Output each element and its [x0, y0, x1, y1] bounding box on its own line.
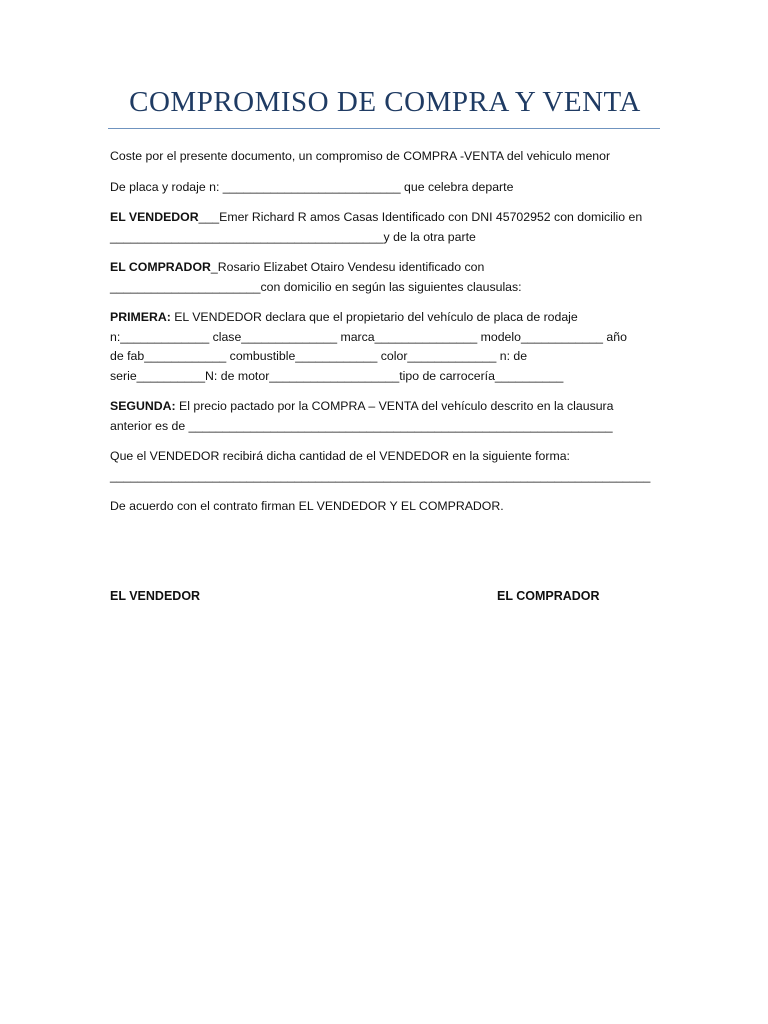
- segunda-text-1: El precio pactado por la COMPRA – VENTA del vehículo descrito en la clausura: [175, 399, 614, 413]
- comprador-line-2: ______________________con domicilio en según las siguientes clausulas:: [110, 279, 522, 294]
- comprador-label: EL COMPRADOR: [110, 260, 211, 274]
- vendedor-line-1: [110, 208, 670, 228]
- document-title: COMPROMISO DE COMPRA Y VENTA: [129, 86, 641, 118]
- title-underline: [108, 128, 660, 129]
- document-body: [110, 147, 670, 528]
- primera-line-4: serie__________N: de motor___________________tipo de carrocería__________: [110, 368, 564, 383]
- segunda-line-2: anterior es de ______________________________________________________________: [110, 418, 613, 433]
- vendedor-text-1: ___Emer Richard R amos Casas Identificado con DNI 45702952 con domicilio en: [198, 210, 643, 224]
- primera-line-1: [110, 308, 670, 328]
- vendedor-line-2: ________________________________________y de la otra parte: [110, 229, 476, 244]
- segunda-clause: [110, 397, 670, 436]
- primera-label: PRIMERA:: [110, 310, 171, 324]
- primera-line-3: de fab____________ combustible____________ color_____________ n: de: [110, 349, 528, 363]
- primera-line-2: n:_____________ clase______________ marca_______________ modelo____________ año: [110, 329, 627, 344]
- primera-clause: [110, 308, 670, 386]
- forma-paragraph: [110, 447, 670, 486]
- signature-comprador: EL COMPRADOR: [497, 589, 600, 603]
- vendedor-label: EL VENDEDOR: [110, 210, 199, 224]
- segunda-label: SEGUNDA:: [110, 399, 176, 413]
- acuerdo-paragraph: De acuerdo con el contrato firman EL VENDEDOR Y EL COMPRADOR.: [110, 499, 504, 513]
- vendedor-paragraph: [110, 208, 670, 247]
- forma-line-2: _______________________________________________________________________________: [110, 468, 651, 483]
- intro-paragraph: Coste por el presente documento, un compromiso de COMPRA -VENTA del vehiculo menor: [110, 149, 611, 163]
- placa-paragraph: De placa y rodaje n: __________________________ que celebra departe: [110, 179, 514, 194]
- comprador-paragraph: [110, 258, 670, 297]
- signature-vendedor: EL VENDEDOR: [110, 589, 201, 603]
- forma-line-1: Que el VENDEDOR recibirá dicha cantidad de el VENDEDOR en la siguiente forma:: [110, 449, 570, 463]
- segunda-line-1: [110, 397, 670, 417]
- comprador-line-1: [110, 258, 670, 278]
- primera-text-1: EL VENDEDOR declara que el propietario del vehículo de placa de rodaje: [170, 310, 578, 324]
- comprador-text-1: _Rosario Elizabet Otairo Vendesu identificado con: [210, 260, 485, 274]
